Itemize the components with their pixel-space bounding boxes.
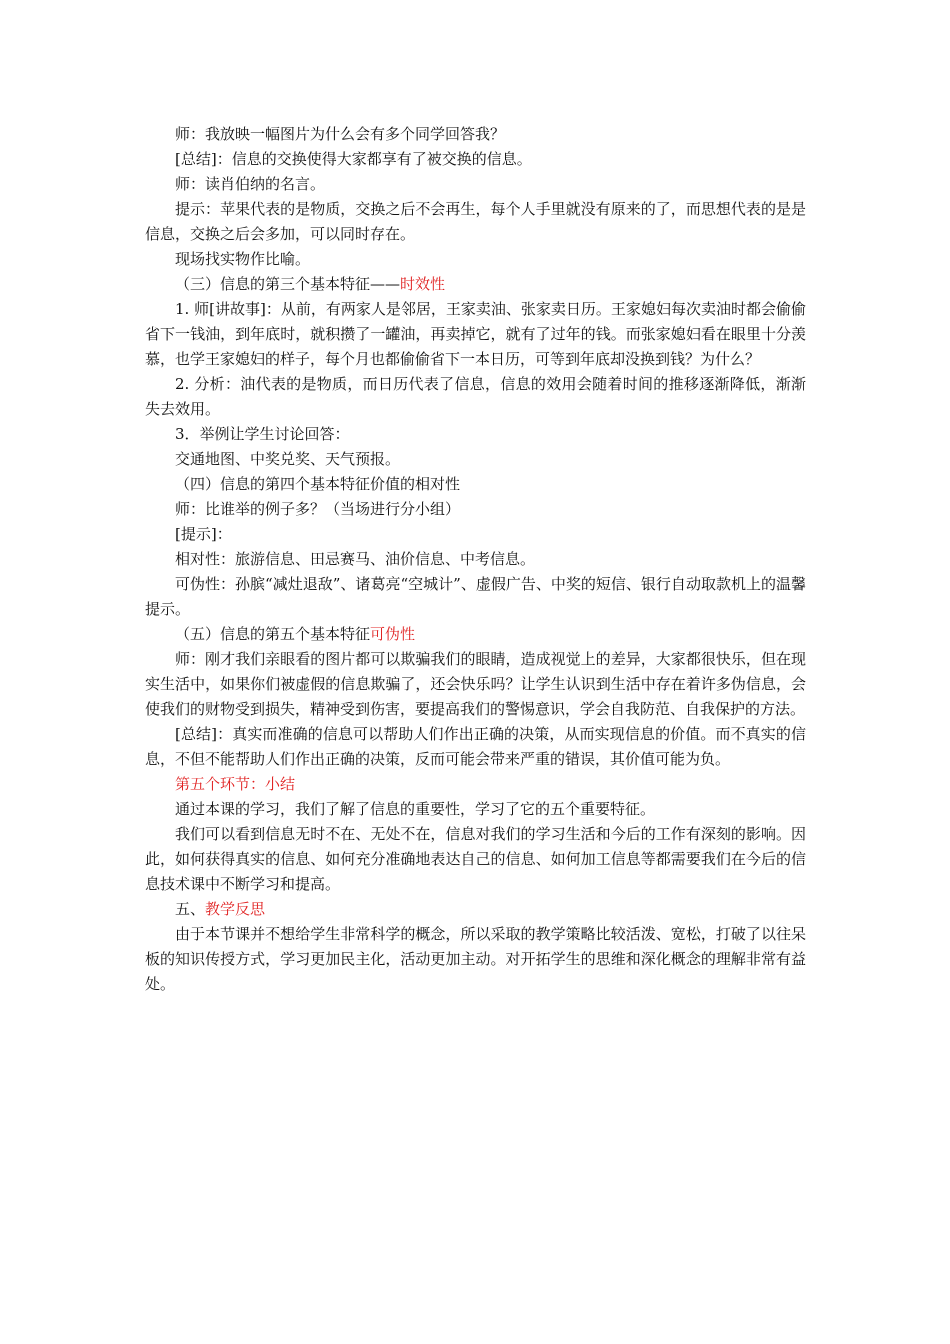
paragraph xyxy=(145,622,806,647)
paragraph-text: 师：读肖伯纳的名言。 xyxy=(175,175,326,193)
paragraph-text: （五）信息的第五个基本特征 xyxy=(175,625,371,643)
paragraph xyxy=(145,247,806,272)
paragraph xyxy=(145,547,806,572)
paragraph-text: 3．举例让学生讨论回答： xyxy=(175,425,350,443)
paragraph xyxy=(145,472,806,497)
paragraph xyxy=(145,172,806,197)
paragraph-text: 师：刚才我们亲眼看的图片都可以欺骗我们的眼睛，造成视觉上的差异，大家都很快乐，但在现实生活中，如果你们被虚假的信息欺骗了，还会快乐吗？让学生认识到生活中存在着许多伪信息，会使我们的财物受到损失，精神受到伤害，要提高我们的警惕意识，学会自我防范、自我保护的方法。 xyxy=(145,650,806,718)
paragraph xyxy=(145,372,806,422)
paragraph-text: 五、 xyxy=(175,900,206,918)
paragraph xyxy=(145,922,806,997)
highlighted-text: 教学反思 xyxy=(205,900,266,918)
paragraph xyxy=(145,422,806,447)
paragraph-text: 由于本节课并不想给学生非常科学的概念，所以采取的教学策略比较活泼、宽松，打破了以往呆板的知识传授方式，学习更加民主化，活动更加主动。对开拓学生的思维和深化概念的理解非常有益处。 xyxy=(145,925,806,993)
paragraph-text: 交通地图、中奖兑奖、天气预报。 xyxy=(175,450,401,468)
paragraph xyxy=(145,647,806,722)
paragraph xyxy=(145,722,806,772)
paragraph-text: （三）信息的第三个基本特征—— xyxy=(175,275,401,293)
paragraph xyxy=(145,122,806,147)
paragraph-text: 我们可以看到信息无时不在、无处不在，信息对我们的学习生活和今后的工作有深刻的影响。因此，如何获得真实的信息、如何充分准确地表达自己的信息、如何加工信息等都需要我们在今后的信息技术课中不断学习和提高。 xyxy=(145,825,806,893)
paragraph-text: [总结]：真实而准确的信息可以帮助人们作出正确的决策，从而实现信息的价值。而不真实的信息，不但不能帮助人们作出正确的决策，反而可能会带来严重的错误，其价值可能为负。 xyxy=(145,725,806,768)
paragraph xyxy=(145,272,806,297)
paragraph xyxy=(145,497,806,522)
paragraph-text: 通过本课的学习，我们了解了信息的重要性，学习了它的五个重要特征。 xyxy=(175,800,656,818)
document-body xyxy=(145,122,806,997)
paragraph-text: 师：我放映一幅图片为什么会有多个同学回答我？ xyxy=(175,125,506,143)
paragraph-text: 可伪性：孙膑“减灶退敌”、诸葛亮“空城计”、虚假广告、中奖的短信、银行自动取款机上的温馨提示。 xyxy=(145,575,806,618)
paragraph xyxy=(145,797,806,822)
paragraph xyxy=(145,447,806,472)
highlighted-text: 时效性 xyxy=(400,275,446,293)
paragraph-text: 2. 分析：油代表的是物质，而日历代表了信息，信息的效用会随着时间的推移逐渐降低，渐渐失去效用。 xyxy=(145,375,806,418)
paragraph xyxy=(145,822,806,897)
paragraph xyxy=(145,772,806,797)
highlighted-text: 可伪性 xyxy=(370,625,416,643)
paragraph xyxy=(145,572,806,622)
paragraph xyxy=(145,147,806,172)
paragraph xyxy=(145,897,806,922)
paragraph-text: 相对性：旅游信息、田忌赛马、油价信息、中考信息。 xyxy=(175,550,536,568)
paragraph-text: 现场找实物作比喻。 xyxy=(175,250,311,268)
paragraph-text: （四）信息的第四个基本特征价值的相对性 xyxy=(175,475,461,493)
paragraph-text: 师：比谁举的例子多？（当场进行分小组） xyxy=(175,500,461,518)
paragraph xyxy=(145,197,806,247)
highlighted-text: 第五个环节：小结 xyxy=(175,775,296,793)
paragraph-text: 提示：苹果代表的是物质，交换之后不会再生，每个人手里就没有原来的了，而思想代表的是是信息，交换之后会多加，可以同时存在。 xyxy=(145,200,806,243)
paragraph-text: [提示]： xyxy=(175,525,232,543)
paragraph-text: [总结]：信息的交换使得大家都享有了被交换的信息。 xyxy=(175,150,532,168)
paragraph xyxy=(145,522,806,547)
paragraph-text: 1. 师[讲故事]：从前，有两家人是邻居，王家卖油、张家卖日历。王家媳妇每次卖油时都会偷偷省下一钱油，到年底时，就积攒了一罐油，再卖掉它，就有了过年的钱。而张家媳妇看在眼里十分羡慕，也学王家媳妇的样子，每个月也都偷偷省下一本日历，可等到年底却没换到钱？为什么？ xyxy=(145,300,806,368)
paragraph xyxy=(145,297,806,372)
